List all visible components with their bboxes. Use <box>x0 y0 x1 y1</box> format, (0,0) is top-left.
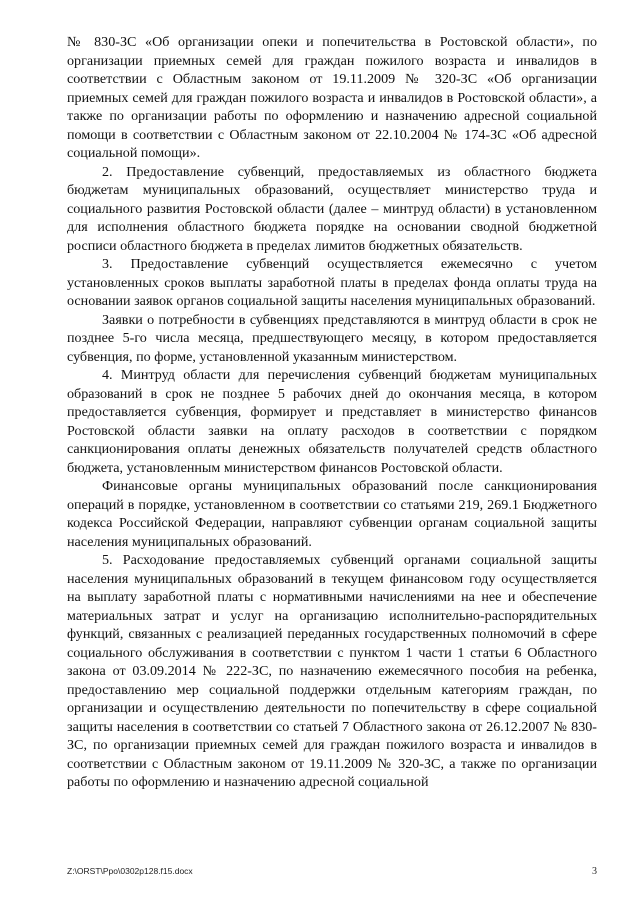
page-number: 3 <box>592 866 597 877</box>
document-body <box>67 33 597 792</box>
paragraph-item-2: 2. Предоставление субвенций, предоставляемых из областного бюджета бюджетам муниципальных образований, осуществляет министерство труда и социального развития Ростовской области (далее – минтруд области) в установленном для исполнения областного бюджета порядке на основании сводной бюджетной росписи областного бюджета в пределах лимитов бюджетных обязательств. <box>67 163 597 254</box>
paragraph-item-3: 3. Предоставление субвенций осуществляется ежемесячно с учетом установленных сроков выплаты заработной платы в пределах фонда оплаты труда на основании заявок органов социальной защиты населения муниципальных образований. <box>67 256 597 309</box>
paragraph-item-4: 4. Минтруд области для перечисления субвенций бюджетам муниципальных образований в срок не позднее 5 рабочих дней до окончания месяца, в котором предоставляется субвенция, формирует и представляет в министерство финансов Ростовской области заявки на оплату расходов в соответствии с порядком санкционирования оплаты денежных обязательств получателей средств областного бюджета, установленным министерством финансов Ростовской области. <box>67 367 597 476</box>
page-footer <box>67 866 597 877</box>
paragraph-requests: Заявки о потребности в субвенциях представляются в минтруд области в срок не позднее 5-го числа месяца, предшествующего месяцу, в котором предоставляется субвенция, по форме, установленной указанным министерством. <box>67 311 597 365</box>
paragraph-item-5: 5. Расходование предоставляемых субвенций органами социальной защиты населения муниципальных образований в текущем финансовом году осуществляется на выплату заработной платы с нормативными начислениями на нее и обеспечение материальных затрат и услуг на организацию исполнительно-распорядительных функций, связанных с реализацией переданных государственных полномочий в сфере социального обслуживания в соответствии с пунктом 1 части 1 статьи 6 Областного закона от 03.09.2014 № 222-ЗС, по назначению ежемесячного пособия на ребенка, предоставлению мер социальной поддержки отдельным категориям граждан, по организации и осуществлению деятельности по попечительству в сфере социальной защиты населения в соответствии со статьей 7 Областного закона от 26.12.2007 № 830-ЗС, по организации приемных семей для граждан пожилого возраста и инвалидов в соответствии с Областным законом от 19.11.2009 № 320-ЗС, а также по организации работы по оформлению и назначению адресной социальной <box>67 552 597 790</box>
paragraph-financial-bodies: Финансовые органы муниципальных образований после санкционирования операций в порядке, установленном в соответствии со статьями 219, 269.1 Бюджетного кодекса Российской Федерации, направляют субвенции органам социальной защиты населения муниципальных образований. <box>67 478 597 550</box>
file-path: Z:\ORST\Ppo\0302p128.f15.docx <box>67 866 193 876</box>
paragraph-continuation: № 830-ЗС «Об организации опеки и попечительства в Ростовской области», по организации приемных семей для граждан пожилого возраста и инвалидов в соответствии с Областным законом от 19.11.2009 № 320-ЗС «Об организации приемных семей для граждан пожилого возраста и инвалидов в Ростовской области», а также по организации работы по оформлению и назначению адресной социальной помощи в соответствии с Областным законом от 22.10.2004 № 174-ЗС «Об адресной социальной помощи». <box>67 34 597 161</box>
